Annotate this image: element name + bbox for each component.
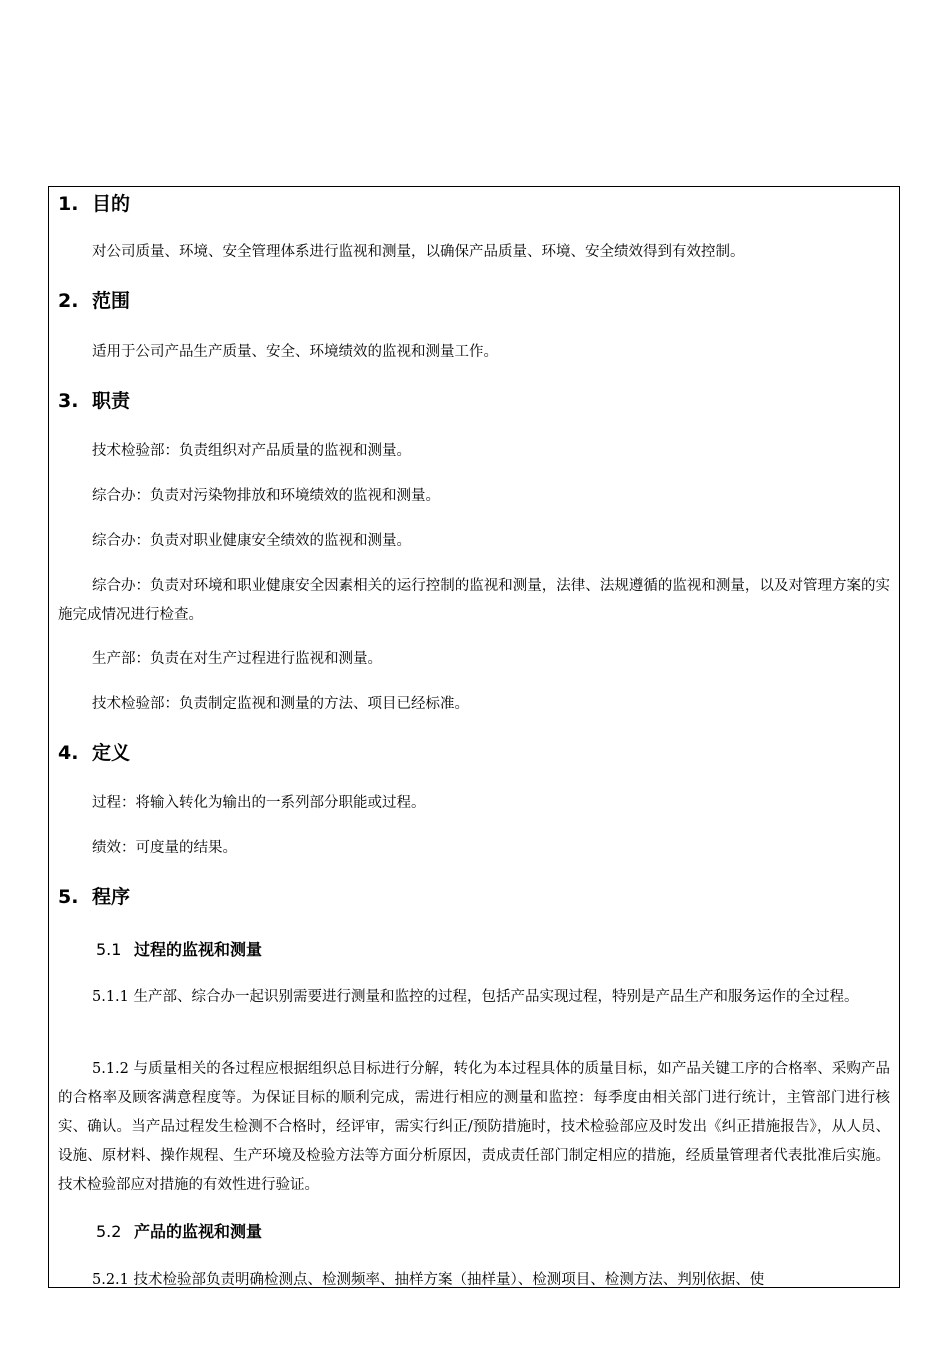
responsibility-item: 技术检验部：负责制定监视和测量的方法、项目已经标准。 bbox=[92, 696, 469, 712]
subsection-number: 5.1 bbox=[96, 940, 122, 959]
section-heading-purpose bbox=[58, 191, 130, 217]
section-number: 5. bbox=[58, 886, 79, 908]
section-title: 程序 bbox=[92, 886, 131, 908]
document-frame bbox=[48, 186, 900, 1288]
subsection-title: 过程的监视和测量 bbox=[134, 940, 263, 959]
section-number: 1. bbox=[58, 193, 79, 215]
definition-item: 过程：将输入转化为输出的一系列部分职能或过程。 bbox=[92, 795, 426, 811]
paragraph-5-1-1: 5.1.1 生产部、综合办一起识别需要进行测量和监控的过程，包括产品实现过程，特别是产品生产和服务运作的全过程。 bbox=[92, 989, 859, 1005]
section-heading-procedure bbox=[58, 884, 130, 910]
subsection-heading-5-1 bbox=[96, 939, 262, 961]
section-number: 3. bbox=[58, 390, 79, 412]
section-heading-definitions bbox=[58, 740, 130, 766]
section-number: 2. bbox=[58, 290, 79, 312]
responsibility-item: 生产部：负责在对生产过程进行监视和测量。 bbox=[92, 651, 382, 667]
responsibility-item: 综合办：负责对环境和职业健康安全因素相关的运行控制的监视和测量，法律、法规遵循的监视和测量，以及对管理方案的实施完成情况进行检查。 bbox=[58, 578, 890, 623]
section-number: 4. bbox=[58, 742, 79, 764]
subsection-heading-5-2 bbox=[96, 1221, 262, 1243]
responsibility-item: 综合办：负责对职业健康安全绩效的监视和测量。 bbox=[92, 533, 411, 549]
subsection-title: 产品的监视和测量 bbox=[134, 1222, 263, 1241]
section-title: 目的 bbox=[92, 193, 131, 215]
section-heading-scope bbox=[58, 288, 130, 314]
paragraph-5-1-2: 5.1.2 与质量相关的各过程应根据组织总目标进行分解，转化为本过程具体的质量目标，如产品关键工序的合格率、采购产品的合格率及顾客满意程度等。为保证目标的顺利完成，需进行相应的测量和监控：每季度由相关部门进行统计，主管部门进行核实、确认。当产品过程发生检测不合格时，经评审，需实行纠正/预防措施时，技术检验部应及时发出《纠正措施报告》，从人员、设施、原材料、操作规程、生产环境及检验方法等方面分析原因，责成责任部门制定相应的措施，经质量管理者代表批准后实施。技术检验部应对措施的有效性进行验证。 bbox=[58, 1061, 890, 1193]
paragraph-5-2-1: 5.2.1 技术检验部负责明确检测点、检测频率、抽样方案（抽样量）、检测项目、检测方法、判别依据、使 bbox=[92, 1272, 765, 1288]
definition-item: 绩效：可度量的结果。 bbox=[92, 840, 237, 856]
section-heading-responsibilities bbox=[58, 388, 130, 414]
section-title: 职责 bbox=[92, 390, 131, 412]
responsibility-item: 综合办：负责对污染物排放和环境绩效的监视和测量。 bbox=[92, 488, 440, 504]
purpose-paragraph: 对公司质量、环境、安全管理体系进行监视和测量，以确保产品质量、环境、安全绩效得到有效控制。 bbox=[92, 244, 745, 260]
section-title: 范围 bbox=[92, 290, 131, 312]
scope-paragraph: 适用于公司产品生产质量、安全、环境绩效的监视和测量工作。 bbox=[92, 344, 498, 360]
responsibility-item: 技术检验部：负责组织对产品质量的监视和测量。 bbox=[92, 443, 411, 459]
subsection-number: 5.2 bbox=[96, 1222, 122, 1241]
section-title: 定义 bbox=[92, 742, 131, 764]
